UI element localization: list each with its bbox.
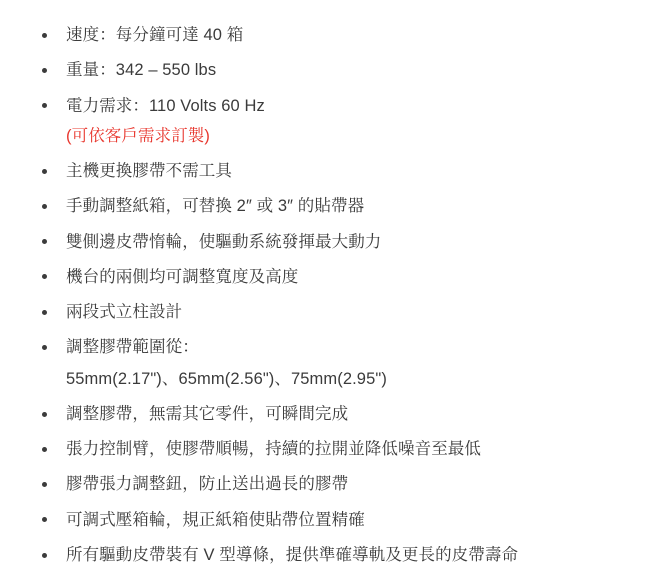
list-item	[26, 231, 643, 253]
list-item-text: 可調式壓箱輪，規正紙箱使貼帶位置精確	[66, 510, 365, 529]
list-item	[26, 59, 643, 81]
bullet-icon	[42, 412, 47, 417]
list-item	[26, 336, 643, 390]
list-item-continuation: 55mm(2.17")、65mm(2.56")、75mm(2.95")	[66, 369, 387, 388]
list-item-text: 調整膠帶，無需其它零件，可瞬間完成	[66, 404, 349, 423]
bullet-icon	[42, 274, 47, 279]
list-item-note: (可依客戶需求訂製)	[66, 126, 210, 145]
list-item-text: 主機更換膠帶不需工具	[66, 162, 232, 181]
list-item	[26, 544, 643, 566]
list-item-text: 速度：每分鐘可達 40 箱	[66, 26, 244, 44]
list-item-text: 張力控制臂，使膠帶順暢，持續的拉開並降低噪音至最低	[66, 440, 481, 459]
list-item-text: 雙側邊皮帶惰輪，使驅動系統發揮最大動力	[66, 232, 382, 251]
specification-list	[26, 24, 643, 566]
bullet-icon	[42, 482, 47, 487]
list-item-text: 所有驅動皮帶裝有 V 型導條，提供準確導軌及更長的皮帶壽命	[66, 545, 519, 564]
list-item	[26, 95, 643, 148]
bullet-icon	[42, 33, 47, 38]
list-item	[26, 160, 643, 182]
list-item	[26, 438, 643, 460]
list-item-text: 調整膠帶範圍從：	[66, 338, 199, 357]
list-item	[26, 195, 643, 217]
list-item-text: 手動調整紙箱，可替換 2″ 或 3″ 的貼帶器	[66, 197, 365, 216]
list-item-text: 電力需求：110 Volts 60 Hz	[66, 96, 265, 115]
bullet-icon	[42, 553, 47, 558]
bullet-icon	[42, 103, 47, 108]
list-item	[26, 266, 643, 288]
bullet-icon	[42, 517, 47, 522]
bullet-icon	[42, 68, 47, 73]
bullet-icon	[42, 169, 47, 174]
list-item-text: 機台的兩側均可調整寬度及高度	[66, 267, 299, 286]
bullet-icon	[42, 239, 47, 244]
list-item-text: 兩段式立柱設計	[66, 303, 183, 322]
bullet-icon	[42, 310, 47, 315]
list-item	[26, 301, 643, 323]
list-item	[26, 509, 643, 531]
list-item	[26, 24, 643, 46]
list-item	[26, 403, 643, 425]
list-item-text: 膠帶張力調整鈕，防止送出過長的膠帶	[66, 475, 349, 494]
list-item-text: 重量：342 – 550 lbs	[66, 61, 217, 80]
list-item	[26, 473, 643, 495]
bullet-icon	[42, 204, 47, 209]
bullet-icon	[42, 447, 47, 452]
bullet-icon	[42, 345, 47, 350]
